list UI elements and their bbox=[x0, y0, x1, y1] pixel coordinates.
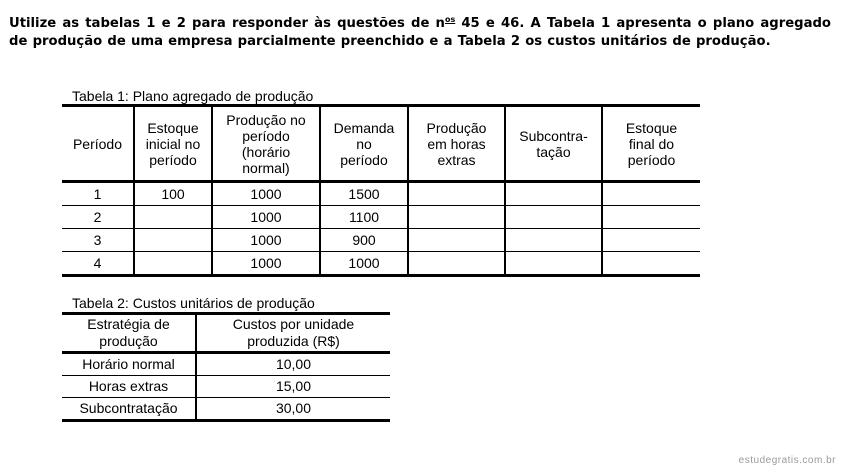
table1-header-row bbox=[62, 106, 700, 182]
header-subcontratacao: Subcontra- tação bbox=[505, 106, 602, 182]
table-row bbox=[62, 252, 700, 276]
table-cell: 1000 bbox=[320, 252, 408, 276]
production-plan-table bbox=[62, 104, 700, 277]
header-estoque-final: Estoque final do período bbox=[602, 106, 700, 182]
table-row bbox=[62, 206, 700, 229]
table-cell: 1100 bbox=[320, 206, 408, 229]
table-cell bbox=[408, 229, 505, 252]
table-cell bbox=[134, 252, 212, 276]
table-row bbox=[62, 376, 390, 398]
table-cell: 1500 bbox=[320, 182, 408, 206]
table-cell: 100 bbox=[134, 182, 212, 206]
header-producao-normal: Produção no período (horário normal) bbox=[212, 106, 320, 182]
table-cell bbox=[602, 182, 700, 206]
table-cell: 1000 bbox=[212, 182, 320, 206]
unit-costs-table bbox=[62, 312, 390, 422]
header-demanda: Demanda no período bbox=[320, 106, 408, 182]
header-estoque-inicial: Estoque inicial no período bbox=[134, 106, 212, 182]
table-cell: Horas extras bbox=[62, 376, 196, 398]
intro-text: Utilize as tabelas 1 e 2 para responder às questões de n bbox=[9, 16, 445, 31]
table-cell bbox=[134, 229, 212, 252]
table1-caption: Tabela 1: Plano agregado de produção bbox=[72, 88, 314, 104]
table-row bbox=[62, 353, 390, 376]
table-cell bbox=[505, 182, 602, 206]
table-cell bbox=[408, 206, 505, 229]
table-cell bbox=[134, 206, 212, 229]
table-cell: 2 bbox=[62, 206, 134, 229]
table2-caption: Tabela 2: Custos unitários de produção bbox=[72, 295, 315, 311]
table-cell: 3 bbox=[62, 229, 134, 252]
table-cell: 900 bbox=[320, 229, 408, 252]
table-cell: 15,00 bbox=[196, 376, 390, 398]
intro-superscript: os bbox=[444, 15, 456, 24]
table-cell: 1000 bbox=[212, 229, 320, 252]
table-cell bbox=[505, 206, 602, 229]
table-cell: 4 bbox=[62, 252, 134, 276]
table2-header-row bbox=[62, 314, 390, 353]
table-cell: 10,00 bbox=[196, 353, 390, 376]
table-cell: 1 bbox=[93, 186, 102, 202]
header-estrategia: Estratégia de produção bbox=[62, 314, 196, 353]
table-cell: Subcontratação bbox=[62, 398, 196, 421]
header-custos: Custos por unidade produzida (R$) bbox=[196, 314, 390, 353]
table-cell bbox=[505, 229, 602, 252]
table-row bbox=[62, 398, 390, 421]
table-cell bbox=[505, 252, 602, 276]
table-row bbox=[62, 229, 700, 252]
header-horas-extras: Produção em horas extras bbox=[408, 106, 505, 182]
question-intro bbox=[9, 11, 831, 51]
table-cell bbox=[408, 252, 505, 276]
table-cell: Horário normal bbox=[82, 356, 175, 372]
intro-text-cont: 45 e 46. A Tabela 1 apresenta o plano agregado de produção de uma empresa parcialmente preenchido e a Tabela 2 os custos unitários de produção. bbox=[9, 16, 831, 49]
header-periodo: Período bbox=[62, 106, 134, 182]
table-cell bbox=[602, 229, 700, 252]
watermark: estudegratis.com.br bbox=[738, 455, 836, 466]
table-cell bbox=[408, 182, 505, 206]
table-cell bbox=[602, 252, 700, 276]
table-cell: 1000 bbox=[212, 252, 320, 276]
table-cell: 30,00 bbox=[196, 398, 390, 421]
table-row bbox=[62, 182, 700, 206]
table-cell bbox=[602, 206, 700, 229]
table-cell: 1000 bbox=[212, 206, 320, 229]
